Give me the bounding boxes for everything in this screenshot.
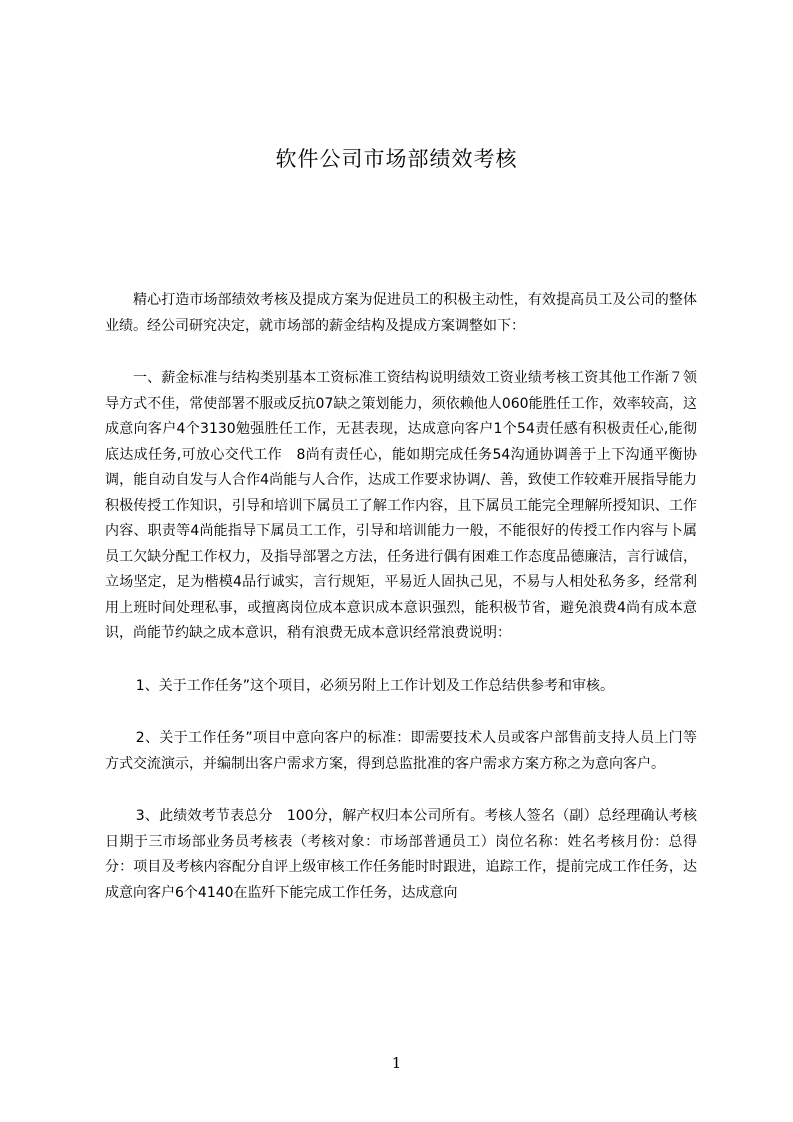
page-number: 1 [391, 1054, 402, 1072]
paragraph-note-2: 2、关于工作任务”项目中意向客户的标准：即需要技术人员或客户部售前支持人员上门等方式交流演示，并编制出客户需求方案，得到总监批准的客户需求方案方称之为意向客户。 [105, 730, 697, 772]
paragraph-note-3: 3、此绩效考节表总分 100分，解产权归本公司所有。考核人签名（副）总经理确认考核日期于三市场部业务员考核表（考核对象：市场部普通员工）岗位名称：姓名考核月份：总得分：项目及考核内容配分自评上级审核工作任务能时时跟进，追踪工作，提前完成工作任务，达成意向客户6个4140在监歼下能完成工作任务，达成意向 [105, 808, 697, 901]
document-title: 软件公司市场部绩效考核 [275, 147, 518, 171]
document-body [105, 288, 697, 906]
paragraph-salary-structure: 一、薪金标准与结构类别基本工资标准工资结构说明绩效工资业绩考核工资其他工作渐７领导方式不佳，常使部署不服或反抗07缺之策划能力，须依赖他人060能胜任工作，效率较高，这成意向客户4个3130勉强胜任工作，无甚表现，达成意向客户1个54责任感有积极责任心,能彻底达成任务,可放心交代工作 8尚有责任心，能如期完成任务54沟通协调善于上下沟通平衡协调，能自动自发与人合作4尚能与人合作，达成工作要求协调/、善，致使工作较难开展指导能力积极传授工作知识，引导和培训下属员工了解工作内容，且下属员工能完全理解所授知识、工作内容、职责等4尚能指导下属员工工作，引导和培训能力一般，不能很好的传授工作内容与卜属员工欠缺分配工作权力，及指导部署之方法，任务进行偶有困难工作态度品德廉洁，言行诚信，立场坚定，足为楷模4品行诚实，言行规矩，平易近人固执己见，不易与人相处私务多，经常利用上班时间处理私事，或擅离岗位成本意识成本意识强烈，能积极节省，避免浪费4尚有成本意识，尚能节约缺之成本意识，稍有浪费无成本意识经常浪费说明： [105, 370, 697, 641]
paragraph-intro: 精心打造市场部绩效考核及提成方案为促进员工的积极主动性，有效提高员工及公司的整体业绩。经公司研究决定，就市场部的薪金结构及提成方案调整如下： [105, 292, 697, 334]
paragraph-note-1: 1、关于工作任务”这个项目，必须另附上工作计划及工作总结供参考和审核。 [135, 677, 614, 694]
